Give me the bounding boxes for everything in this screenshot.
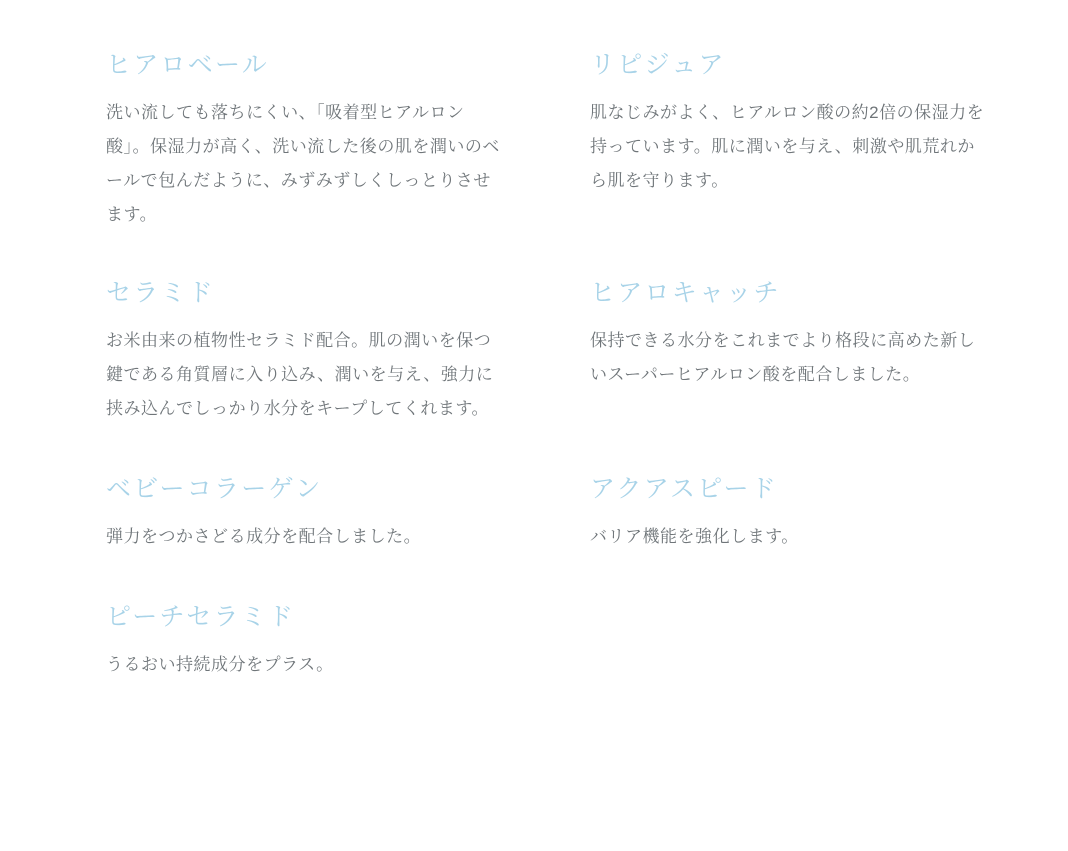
ingredient-item-empty	[590, 554, 990, 682]
ingredient-item-baby-collagen	[106, 426, 506, 554]
ingredient-description: 洗い流しても落ちにくい、「吸着型ヒアルロン酸」。保湿力が高く、洗い流した後の肌を潤いのベールで包んだように、みずみずしくしっとりさせます。	[106, 103, 500, 224]
ingredient-description: お米由来の植物性セラミド配合。肌の潤いを保つ鍵である角質層に入り込み、潤いを与え、強力に挟み込んでしっかり水分をキープしてくれます。	[106, 331, 494, 418]
ingredient-description: 肌なじみがよく、ヒアルロン酸の約2倍の保湿力を持っています。肌に潤いを与え、刺激や肌荒れから肌を守ります。	[590, 103, 985, 190]
ingredient-item-hyalo-catch	[590, 232, 990, 426]
ingredient-item-aqua-speed	[590, 426, 990, 554]
ingredient-title: リピジュア	[590, 51, 726, 79]
ingredient-description: 保持できる水分をこれまでより格段に高めた新しいスーパーヒアルロン酸を配合しました。	[590, 331, 976, 384]
ingredient-title: ヒアロベール	[106, 51, 270, 79]
ingredient-title: セラミド	[106, 279, 216, 307]
ingredient-item-peach-ceramide	[106, 554, 506, 682]
ingredient-item-lipidure	[590, 28, 990, 232]
ingredient-item-ceramide	[106, 232, 506, 426]
ingredient-description: うるおい持続成分をプラス。	[106, 655, 334, 674]
ingredients-grid	[106, 28, 1008, 682]
ingredient-description: 弾力をつかさどる成分を配合しました。	[106, 527, 422, 546]
ingredient-item-hyalo-veil	[106, 28, 506, 232]
ingredient-title: ベビーコラーゲン	[106, 475, 323, 503]
ingredient-description: バリア機能を強化します。	[590, 527, 799, 546]
ingredient-title: アクアスピード	[590, 475, 779, 503]
ingredient-title: ピーチセラミド	[106, 603, 296, 631]
ingredient-title: ヒアロキャッチ	[590, 279, 781, 307]
